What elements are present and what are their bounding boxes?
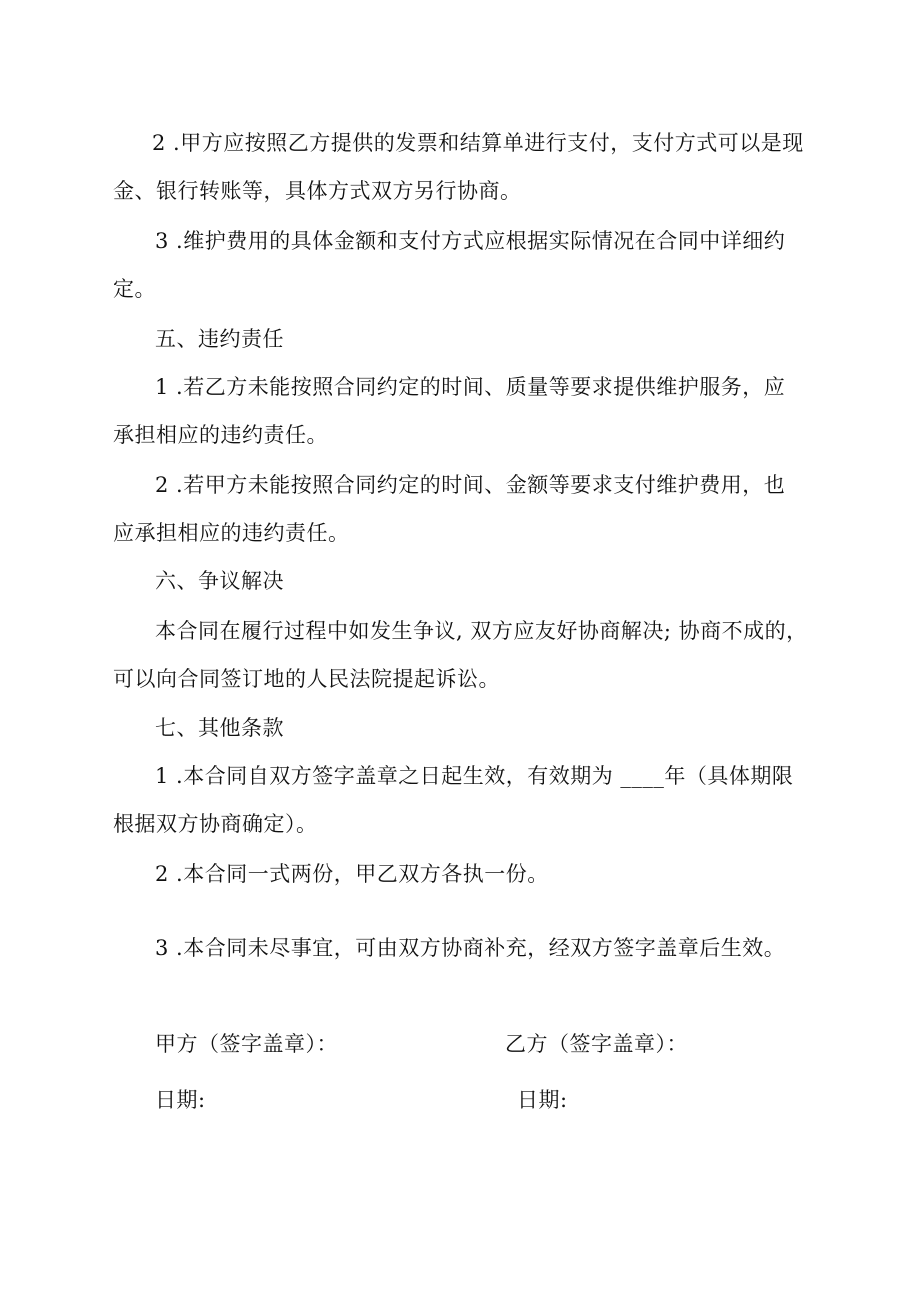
party-a-date-label: 日期: <box>155 1088 206 1112</box>
section-heading: 七、其他条款 <box>155 716 284 740</box>
section-heading: 六、争议解决 <box>155 569 284 593</box>
clause-line: 2 .甲方应按照乙方提供的发票和结算单进行支付，支付方式可以是现 <box>152 131 804 155</box>
party-b-signature-label: 乙方（签字盖章）： <box>505 1032 688 1056</box>
clause-line: 应承担相应的违约责任。 <box>113 521 350 545</box>
clause-line: 3 .本合同未尽事宜，可由双方协商补充，经双方签字盖章后生效。 <box>155 936 786 960</box>
clause-line: 根据双方协商确定）。 <box>113 812 318 836</box>
clause-line: 1 .若乙方未能按照合同约定的时间、质量等要求提供维护服务，应 <box>155 375 786 399</box>
clause-line: 2 .本合同一式两份，甲乙双方各执一份。 <box>155 862 549 886</box>
clause-line: 2 .若甲方未能按照合同约定的时间、金额等要求支付维护费用，也 <box>155 473 786 497</box>
clause-line: 金、银行转账等，具体方式双方另行协商。 <box>113 179 522 203</box>
party-b-date-label: 日期: <box>517 1088 568 1112</box>
clause-line: 1 .本合同自双方签字盖章之日起生效，有效期为 ____年（具体期限 <box>155 764 794 788</box>
clause-line: 承担相应的违约责任。 <box>113 423 328 447</box>
clause-line: 可以向合同签订地的人民法院提起诉讼。 <box>113 667 500 691</box>
clause-line: 本合同在履行过程中如发生争议, 双方应友好协商解决; 协商不成的， <box>155 619 808 643</box>
clause-line: 定。 <box>113 277 156 301</box>
section-heading: 五、违约责任 <box>155 327 284 351</box>
clause-line: 3 .维护费用的具体金额和支付方式应根据实际情况在合同中详细约 <box>155 229 786 253</box>
party-a-signature-label: 甲方（签字盖章）： <box>155 1032 338 1056</box>
